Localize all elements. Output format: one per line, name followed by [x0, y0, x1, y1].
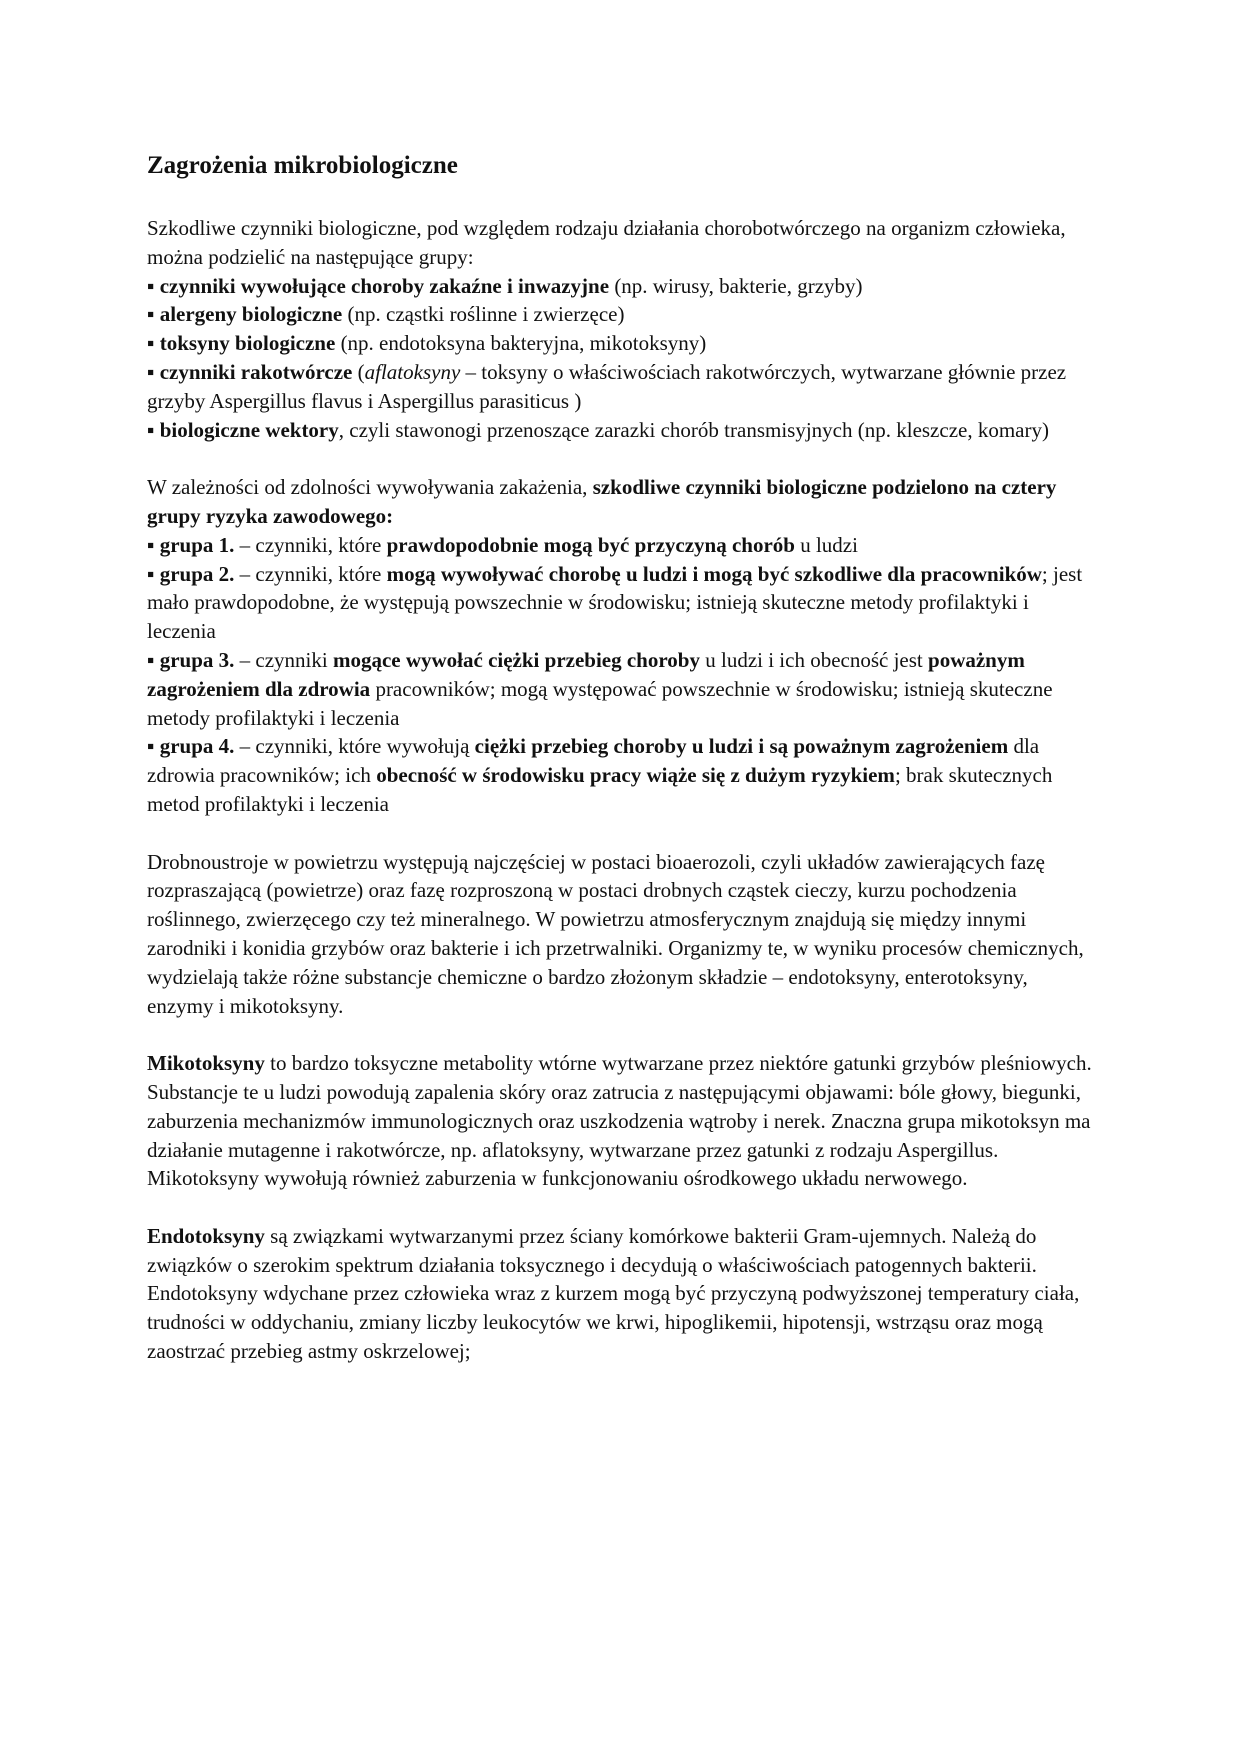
bullet-icon: ▪: [147, 359, 155, 384]
list-item: [147, 416, 1092, 445]
group-text: u ludzi: [794, 532, 858, 557]
group-text: pracowników; mogą występować powszechnie w środowisku; istnieją skuteczne metody profilaktyki i leczenia: [147, 676, 1053, 730]
group-text: – czynniki, które wywołują: [234, 734, 475, 759]
risk-groups-paragraph: [147, 473, 1092, 819]
intro-text: Szkodliwe czynniki biologiczne, pod względem rodzaju działania chorobotwórczego na organizm człowieka, można podzielić na następujące grupy:: [147, 216, 1066, 269]
risk-groups-intro-bold: szkodliwe czynniki biologiczne podzielono na cztery grupy ryzyka zawodowego:: [147, 475, 1057, 528]
group-text: – czynniki: [234, 647, 333, 672]
mycotoxins-paragraph: [147, 1049, 1092, 1193]
group-text: – czynniki, które: [234, 561, 387, 586]
list-item-text: (np. cząstki roślinne i zwierzęce): [342, 302, 625, 327]
group-label: grupa 2.: [159, 561, 235, 586]
group-text: – czynniki, które: [234, 532, 387, 557]
document-body: [147, 148, 1092, 1395]
group-text: dla zdrowia pracowników; ich: [147, 734, 1040, 788]
list-item-term: biologiczne wektory: [159, 417, 339, 442]
group-emphasis: prawdopodobnie mogą być przyczyną chorób: [386, 532, 795, 557]
group-text: ; brak skutecznych metod profilaktyki i leczenia: [147, 763, 1053, 816]
group-label: grupa 4.: [159, 734, 235, 759]
intro-paragraph: [147, 214, 1092, 444]
list-item: [147, 358, 1092, 416]
bullet-icon: ▪: [147, 561, 155, 586]
list-item-text: (: [352, 359, 365, 384]
bullet-icon: ▪: [147, 417, 155, 442]
risk-group-4: [147, 732, 1092, 818]
list-item-term: czynniki wywołujące choroby zakaźne i inwazyjne: [159, 273, 610, 298]
list-item-text: , czyli stawonogi przenoszące zarazki chorób transmisyjnych (np. kleszcze, komary): [338, 417, 1049, 442]
group-emphasis: obecność w środowisku pracy wiąże się z dużym ryzykiem: [376, 763, 895, 788]
group-emphasis: ciężki przebieg choroby u ludzi i są poważnym zagrożeniem: [474, 734, 1009, 759]
list-item: [147, 329, 1092, 358]
list-item: [147, 300, 1092, 329]
endotoxins-text: są związkami wytwarzanymi przez ściany komórkowe bakterii Gram-ujemnych. Należą do związków o szerokim spektrum działania toksycznego i decydują o właściwościach patogennych bakterii. Endotoksyny wdychane przez człowieka wraz z kurzem mogą być przyczyną podwyższonej temperatury ciała, trudności w oddychaniu, zmiany liczby leukocytów we krwi, hipoglikemii, hipotensji, wstrząsu oraz mogą zaostrzać przebieg astmy oskrzelowej;: [147, 1223, 1080, 1364]
bullet-icon: ▪: [147, 647, 155, 672]
risk-group-3: [147, 646, 1092, 732]
page-title: Zagrożenia mikrobiologiczne: [147, 152, 458, 179]
bullet-icon: ▪: [147, 532, 155, 557]
bullet-icon: ▪: [147, 734, 155, 759]
group-emphasis: mogą wywoływać chorobę u ludzi i mogą być szkodliwe dla pracowników: [386, 561, 1042, 586]
list-item: [147, 272, 1092, 301]
bullet-icon: ▪: [147, 302, 155, 327]
group-text: ; jest mało prawdopodobne, że występują powszechnie w środowisku; istnieją skuteczne metody profilaktyki i leczenia: [147, 561, 1083, 644]
mycotoxins-term: Mikotoksyny: [147, 1051, 265, 1076]
list-item-term: czynniki rakotwórcze: [159, 359, 353, 384]
list-item-term: toksyny biologiczne: [159, 331, 336, 356]
bullet-icon: ▪: [147, 331, 155, 356]
list-item-italic: aflatoksyny: [364, 359, 461, 384]
group-emphasis: poważnym zagrożeniem dla zdrowia: [147, 647, 1025, 701]
list-item-text: – toksyny o właściwościach rakotwórczych, wytwarzane głównie przez grzyby Aspergillus flavus i Aspergillus parasiticus ): [147, 359, 1067, 413]
bullet-icon: ▪: [147, 273, 155, 298]
risk-groups-intro: W zależności od zdolności wywoływania zakażenia,: [147, 475, 593, 500]
list-item-text: (np. wirusy, bakterie, grzyby): [609, 273, 863, 298]
group-label: grupa 1.: [159, 532, 235, 557]
mycotoxins-text: to bardzo toksyczne metabolity wtórne wytwarzane przez niektóre gatunki grzybów pleśniowych. Substancje te u ludzi powodują zapalenia skóry oraz zatrucia z następującymi objawami: bóle głowy, biegunki, zaburzenia mechanizmów immunologicznych oraz uszkodzenia wątroby i nerek. Znaczna grupa mikotoksyn ma działanie mutagenne i rakotwórcze, np. aflatoksyny, wytwarzane przez gatunki z rodzaju Aspergillus. Mikotoksyny wywołują również zaburzenia w funkcjonowaniu ośrodkowego układu nerwowego.: [147, 1051, 1092, 1191]
risk-group-1: [147, 531, 1092, 560]
group-label: grupa 3.: [159, 647, 235, 672]
group-text: u ludzi i ich obecność jest: [699, 647, 929, 672]
list-item-text: (np. endotoksyna bakteryjna, mikotoksyny): [335, 331, 707, 356]
group-emphasis: mogące wywołać ciężki przebieg choroby: [332, 647, 700, 672]
list-item-term: alergeny biologiczne: [159, 302, 343, 327]
endotoxins-paragraph: [147, 1222, 1092, 1366]
bioaerosols-paragraph: Drobnoustroje w powietrzu występują najczęściej w postaci bioaerozoli, czyli układów zawierających fazę rozpraszającą (powietrze) oraz fazę rozproszoną w postaci drobnych cząstek cieczy, kurzu pochodzenia roślinnego, zwierzęcego czy też mineralnego. W powietrzu atmosferycznym znajdują się między innymi zarodniki i konidia grzybów oraz bakterie i ich przetrwalniki. Organizmy te, w wyniku procesów chemicznych, wydzielają także różne substancje chemiczne o bardzo złożonym składzie – endotoksyny, enterotoksyny, enzymy i mikotoksyny.: [147, 849, 1084, 1018]
risk-group-2: [147, 560, 1092, 646]
endotoxins-term: Endotoksyny: [147, 1223, 265, 1248]
